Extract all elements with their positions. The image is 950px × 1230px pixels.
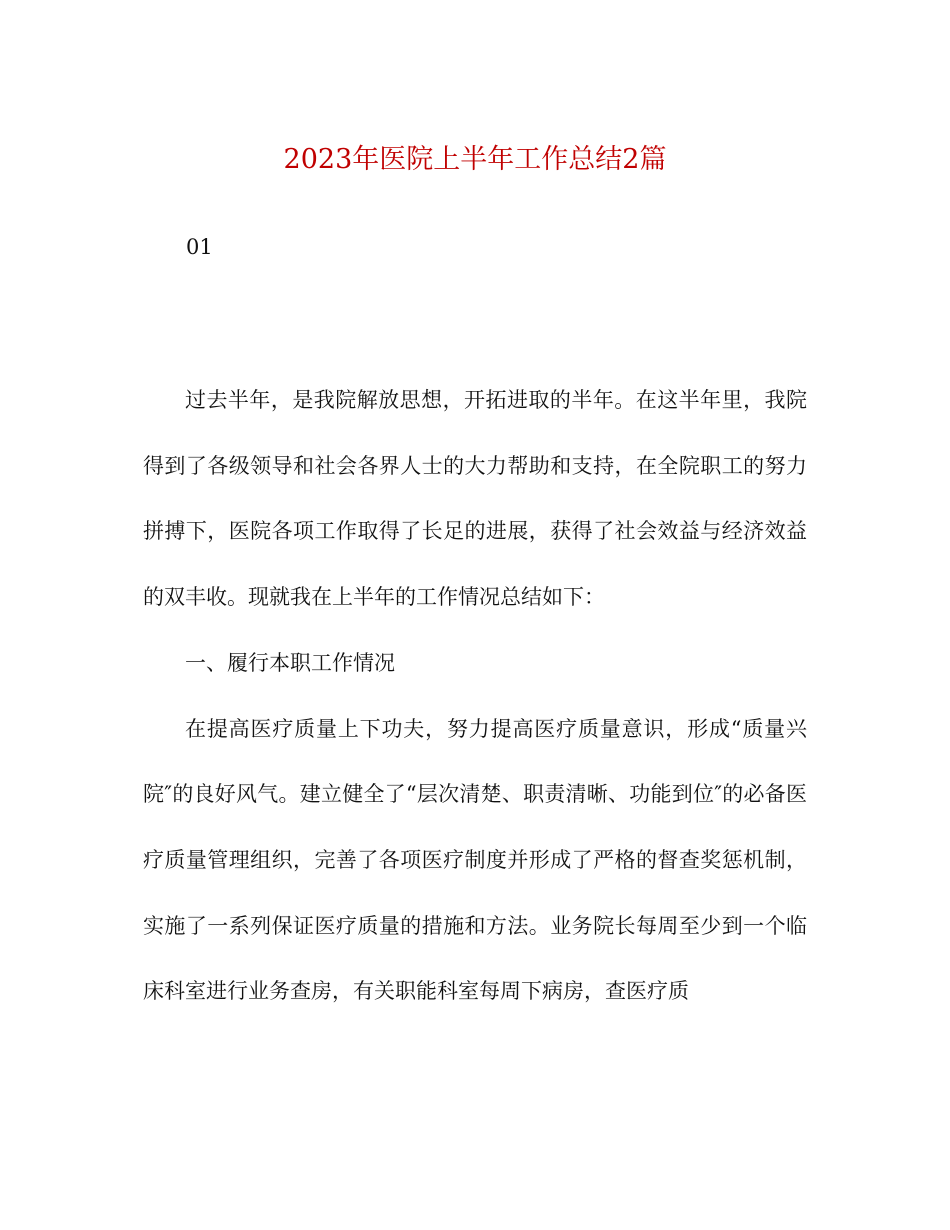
document-title: 2023年医院上半年工作总结2篇 [283, 144, 667, 175]
document-body [143, 368, 807, 1025]
section-number: 01 [186, 235, 213, 259]
section-heading: 一、履行本职工作情况 [185, 650, 395, 675]
paragraph-intro: 过去半年，是我院解放思想，开拓进取的半年。在这半年里，我院得到了各级领导和社会各界人士的大力帮助和支持，在全院职工的努力拼搏下，医院各项工作取得了长足的进展，获得了社会效益与经济效益的双丰收。现就我在上半年的工作情况总结如下： [143, 388, 807, 610]
paragraph-quality: 在提高医疗质量上下功夫，努力提高医疗质量意识，形成“质量兴院″的良好风气。建立健全了“层次清楚、职责清晰、功能到位″的必备医疗质量管理组织，完善了各项医疗制度并形成了严格的督查奖惩机制，实施了一系列保证医疗质量的措施和方法。业务院长每周至少到一个临床科室进行业务查房，有关职能科室每周下病房，查医疗质 [143, 716, 807, 1004]
